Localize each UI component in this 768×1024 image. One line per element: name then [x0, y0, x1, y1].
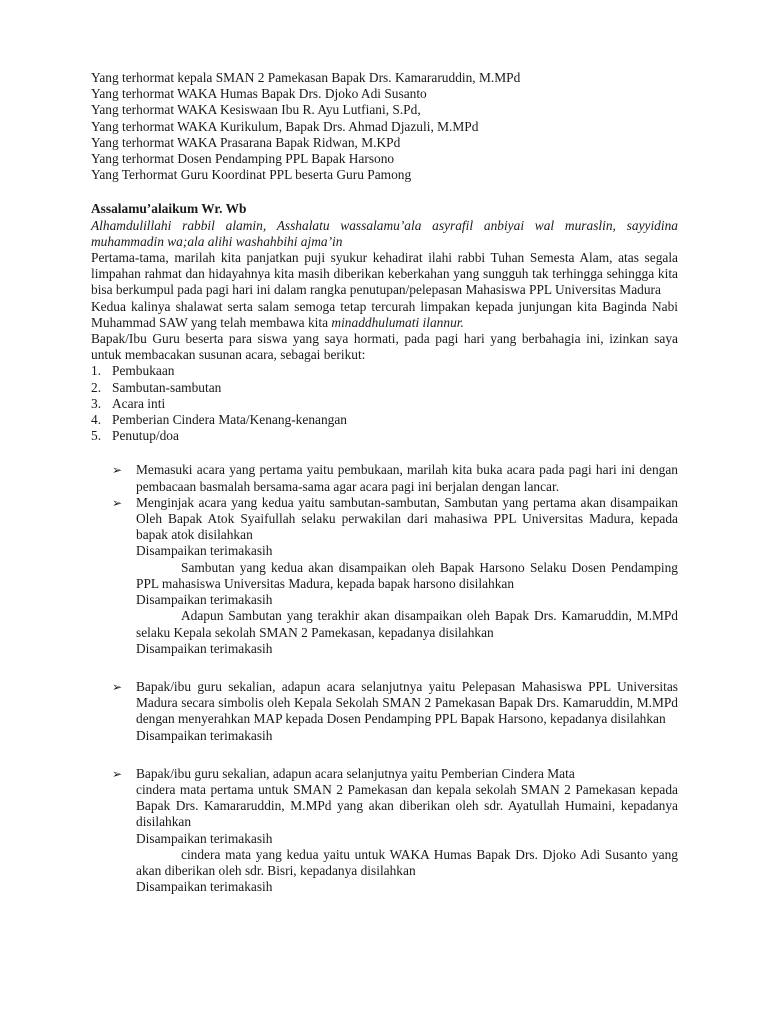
- bullet-pembukaan: [91, 462, 678, 494]
- bullet-text: Bapak/ibu guru sekalian, adapun acara selanjutnya yaitu Pelepasan Mahasiswa PPL Universitas Madura secara simbolis oleh Kepala Sekolah SMAN 2 Pamekasan Bapak Drs. Kamaruddin, M.MPd dengan menyerahkan MAP kepada Dosen Pendamping PPL Bapak Harsono, kepadanya disilahkan: [136, 678, 678, 727]
- arrow-bullet-icon: ➢: [112, 463, 123, 478]
- arrow-bullet-icon: ➢: [112, 679, 123, 694]
- agenda-item: [91, 380, 678, 396]
- sambutan-kedua: Sambutan yang kedua akan disampaikan oleh Bapak Harsono Selaku Dosen Pendamping PPL mahasiswa Universitas Madura, kepada bapak harsono disilahkan: [136, 559, 678, 591]
- agenda-list: [91, 363, 678, 444]
- bullet-pelepasan: [91, 679, 678, 728]
- opening-paragraph: Pertama-tama, marilah kita panjatkan puji syukur kehadirat ilahi rabbi Tuhan Semesta Alam, atas segala limpahan rahmat dan hidayahnya kita masih diberikan keberkahan yang sungguh tak terhingga sehingga kita bisa berkumpul pada pagi hari ini dalam rangka penutupan/pelepasan Mahasiswa PPL Universitas Madura: [91, 250, 678, 298]
- agenda-label: Penutup/doa: [112, 428, 179, 444]
- shalawat-italic: minaddhulumati ilannur.: [331, 314, 464, 330]
- greeting-line: Yang terhormat Dosen Pendamping PPL Bapak Harsono: [91, 151, 395, 167]
- thanks-line: Disampaikan terimakasih: [136, 592, 273, 608]
- bullet-sambutan: [91, 495, 678, 544]
- agenda-item: [91, 428, 678, 444]
- bullet-text: Memasuki acara yang pertama yaitu pembukaan, marilah kita buka acara pada pagi hari ini dengan pembacaan basmalah bersama-sama agar acara pagi ini berjalan dengan lancar.: [136, 462, 678, 494]
- greeting-line: Yang terhormat WAKA Humas Bapak Drs. Djoko Adi Susanto: [91, 86, 427, 102]
- thanks-line: Disampaikan terimakasih: [136, 727, 273, 743]
- greetings-list: [91, 70, 678, 183]
- thanks-line: Disampaikan terimakasih: [136, 879, 273, 895]
- shalawat-paragraph: [91, 299, 678, 331]
- agenda-number: 3.: [91, 395, 102, 411]
- hamdalah-text: Alhamdulillahi rabbil alamin, Asshalatu wassalamu’ala asyrafil anbiyai wal muraslin, sayyidina muhammadin wa;ala alihi washahbihi ajma’in: [91, 217, 678, 249]
- agenda-label: Sambutan-sambutan: [112, 379, 222, 395]
- thanks-line: Disampaikan terimakasih: [136, 640, 273, 656]
- agenda-label: Pemberian Cindera Mata/Kenang-kenangan: [112, 412, 347, 428]
- agenda-intro: Bapak/Ibu Guru beserta para siswa yang saya hormati, pada pagi hari yang berbahagia ini, izinkan saya untuk membacakan susunan acara, sebagai berikut:: [91, 331, 678, 363]
- agenda-number: 2.: [91, 379, 102, 395]
- cindera-mata-pertama: cindera mata pertama untuk SMAN 2 Pamekasan dan kepala sekolah SMAN 2 Pamekasan kepada Bapak Drs. Kamararuddin, M.MPd yang akan diberikan oleh sdr. Ayatullah Humaini, kepadanya disilahkan: [136, 781, 678, 830]
- bullet-cindera-mata: [91, 766, 678, 782]
- agenda-number: 5.: [91, 428, 102, 444]
- agenda-number: 4.: [91, 412, 102, 428]
- thanks-line: Disampaikan terimakasih: [136, 543, 273, 559]
- greeting-line: Yang terhormat kepala SMAN 2 Pamekasan Bapak Drs. Kamararuddin, M.MPd: [91, 70, 521, 85]
- agenda-item: [91, 412, 678, 428]
- agenda-label: Pembukaan: [112, 363, 175, 379]
- cindera-mata-kedua: cindera mata yang kedua yaitu untuk WAKA Humas Bapak Drs. Djoko Adi Susanto yang akan diberikan oleh sdr. Bisri, kepadanya disilahkan: [136, 846, 678, 878]
- bullet-text: Menginjak acara yang kedua yaitu sambutan-sambutan, Sambutan yang pertama akan disampaikan Oleh Bapak Atok Syaifullah selaku perwakilan dari mahasiwa PPL Universitas Madura, kepada bapak atok disilahkan: [136, 494, 678, 543]
- shalawat-text: Kedua kalinya shalawat serta salam semoga tetap tercurah limpakan kepada junjungan kita Baginda Nabi Muhammad SAW yang telah membawa kita: [91, 298, 678, 330]
- arrow-bullet-icon: ➢: [112, 495, 123, 510]
- agenda-item: [91, 363, 678, 379]
- bullet-text: Bapak/ibu guru sekalian, adapun acara selanjutnya yaitu Pemberian Cindera Mata: [136, 765, 575, 781]
- thanks-line: Disampaikan terimakasih: [136, 830, 273, 846]
- agenda-label: Acara inti: [112, 395, 166, 411]
- greeting-line: Yang terhormat WAKA Kesiswaan Ibu R. Ayu Lutfiani, S.Pd,: [91, 102, 421, 118]
- greeting-line: Yang terhormat WAKA Kurikulum, Bapak Drs. Ahmad Djazuli, M.MPd: [91, 118, 479, 134]
- document-body: [91, 70, 678, 895]
- sambutan-ketiga: Adapun Sambutan yang terakhir akan disampaikan oleh Bapak Drs. Kamaruddin, M.MPd selaku Kepala sekolah SMAN 2 Pamekasan, kepadanya disilahkan: [136, 608, 678, 640]
- greeting-line: Yang Terhormat Guru Koordinat PPL beserta Guru Pamong: [91, 167, 412, 183]
- agenda-item: [91, 396, 678, 412]
- agenda-number: 1.: [91, 363, 102, 379]
- arrow-bullet-icon: ➢: [112, 766, 123, 781]
- salam-heading: Assalamu’alaikum Wr. Wb: [91, 201, 247, 217]
- greeting-line: Yang terhormat WAKA Prasarana Bapak Ridwan, M.KPd: [91, 134, 401, 150]
